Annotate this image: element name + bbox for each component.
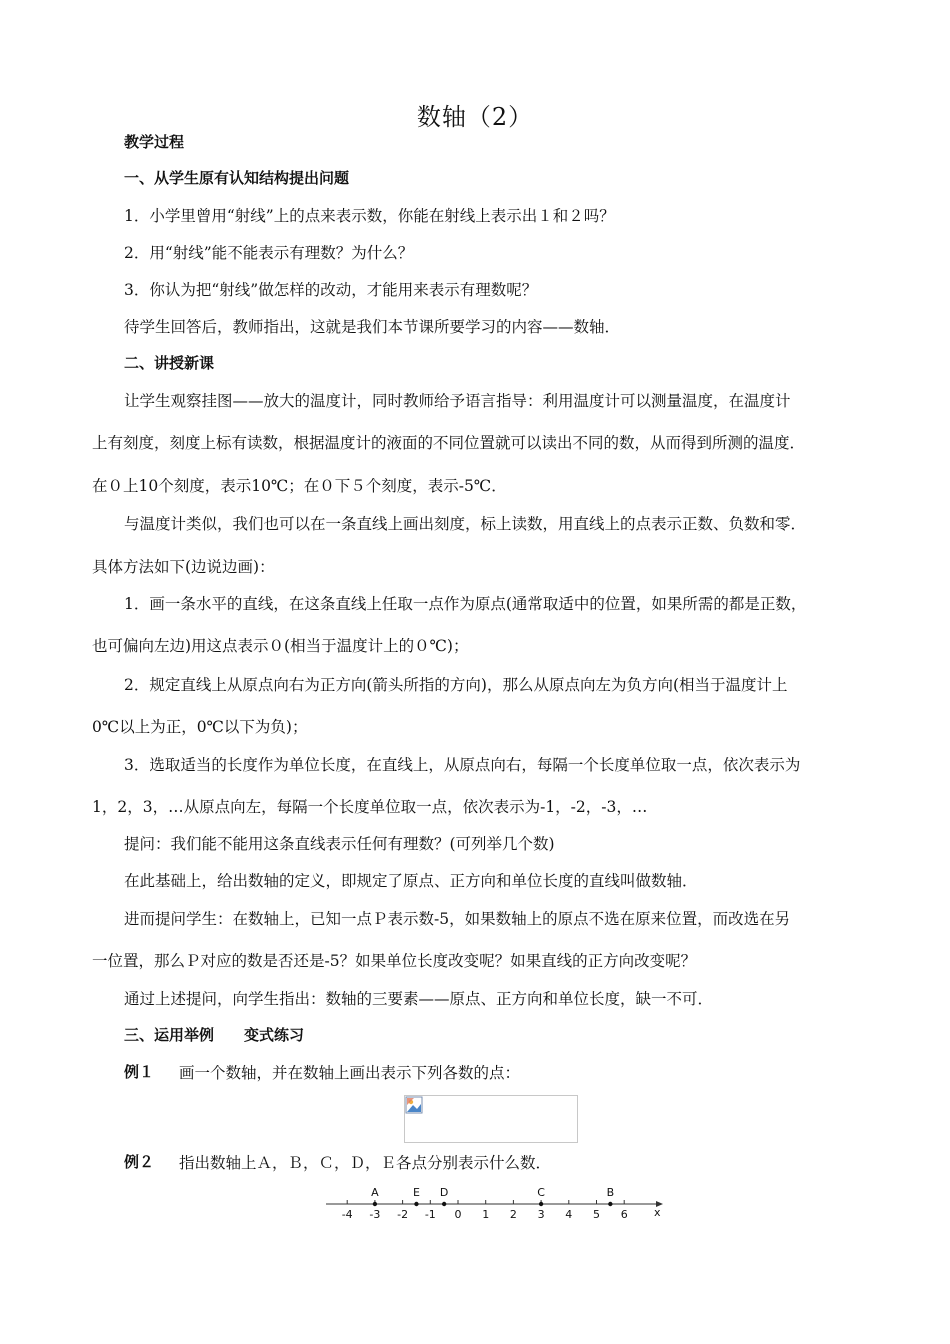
section1-question-2: 2．用“射线”能不能表示有理数？为什么？ xyxy=(124,244,414,262)
number-line-tick-label: 0 xyxy=(454,1208,462,1221)
section2-paragraph1-line3: 在０上10个刻度，表示10℃；在０下５个刻度，表示-5℃． xyxy=(92,477,507,495)
section2-ask: 提问：我们能不能用这条直线表示任何有理数？(可列举几个数) xyxy=(124,835,555,853)
number-line-point-d xyxy=(442,1202,446,1206)
number-line-tick-label: -1 xyxy=(424,1208,436,1221)
number-line-point-label: A xyxy=(371,1186,379,1199)
number-line-tick-label: 2 xyxy=(509,1208,517,1221)
section2-paragraph2-line2: 具体方法如下(边说边画)： xyxy=(92,558,275,576)
broken-image-icon xyxy=(405,1096,423,1114)
section2-step1-line2: 也可偏向左边)用这点表示０(相当于温度计上的０℃)； xyxy=(92,637,469,655)
section2-conclusion: 通过上述提问，向学生指出：数轴的三要素——原点、正方向和单位长度，缺一不可． xyxy=(124,990,714,1008)
section2-paragraph2-line1: 与温度计类似，我们也可以在一条直线上画出刻度，标上读数，用直线上的点表示正数、负数和零． xyxy=(124,515,807,533)
number-line-point-label: D xyxy=(439,1186,449,1199)
section2-step2-line1: 2．规定直线上从原点向右为正方向(箭头所指的方向)，那么从原点向左为负方向(相当于温度计上 xyxy=(124,676,788,694)
number-line-tick-label: 6 xyxy=(620,1208,628,1221)
heading-teaching-process: 教学过程 xyxy=(124,133,185,151)
number-line-diagram xyxy=(318,1180,668,1225)
number-line-point-label: C xyxy=(537,1186,545,1199)
section2-step3-line2: 1，2，3，…从原点向左，每隔一个长度单位取一点，依次表示为-1，-2，-3，… xyxy=(92,798,648,816)
example1-label: 例１ xyxy=(124,1063,155,1081)
section1-question-1: 1．小学里曾用“射线”上的点来表示数，你能在射线上表示出１和２吗？ xyxy=(124,207,615,225)
section2-step1-line1: 1．画一条水平的直线，在这条直线上任取一点作为原点(通常取适中的位置，如果所需的都是正数， xyxy=(124,595,807,613)
number-line-point-b xyxy=(608,1202,612,1206)
section2-question-line1: 进而提问学生：在数轴上，已知一点Ｐ表示数-5，如果数轴上的原点不选在原来位置，而改选在另 xyxy=(124,910,791,928)
section2-question-line2: 一位置，那么Ｐ对应的数是否还是-5？如果单位长度改变呢？如果直线的正方向改变呢？ xyxy=(92,952,697,970)
section1-question-3: 3．你认为把“射线”做怎样的改动，才能用来表示有理数呢？ xyxy=(124,281,538,299)
section2-paragraph1-line2: 上有刻度，刻度上标有读数，根据温度计的液面的不同位置就可以读出不同的数，从而得到所测的温度． xyxy=(92,434,806,452)
number-line-point-e xyxy=(414,1202,418,1206)
section1-heading: 一、从学生原有认知结构提出问题 xyxy=(124,169,350,187)
number-line-point-label: E xyxy=(412,1186,420,1199)
number-line-axis-label: x xyxy=(654,1206,661,1219)
number-line-point-c xyxy=(539,1202,543,1206)
section2-step2-line2: 0℃以上为正，0℃以下为负)； xyxy=(92,718,308,736)
example2-label: 例２ xyxy=(124,1153,155,1171)
section2-paragraph1-line1: 让学生观察挂图——放大的温度计，同时教师给予语言指导：利用温度计可以测量温度，在温度计 xyxy=(124,392,791,410)
page-title: 数轴（2） xyxy=(416,103,534,131)
number-line-point-a xyxy=(373,1202,377,1206)
example2-text: 指出数轴上Ａ，Ｂ，Ｃ，Ｄ，Ｅ各点分别表示什么数． xyxy=(179,1154,552,1172)
number-line-tick-label: -3 xyxy=(369,1208,381,1221)
number-line-tick-label: 5 xyxy=(593,1208,600,1221)
section2-definition: 在此基础上，给出数轴的定义，即规定了原点、正方向和单位长度的直线叫做数轴． xyxy=(124,872,698,890)
number-line-point-label: B xyxy=(606,1186,615,1199)
section2-step3-line1: 3．选取适当的长度作为单位长度，在直线上，从原点向右，每隔一个长度单位取一点，依次表示为 xyxy=(124,756,801,774)
number-line-tick-label: 1 xyxy=(482,1208,490,1221)
number-line-tick-label: 4 xyxy=(565,1208,573,1221)
number-line-tick-label: 3 xyxy=(537,1208,545,1221)
number-line-tick-label: -2 xyxy=(397,1208,409,1221)
number-line-tick-label: -4 xyxy=(341,1208,353,1221)
example1-text: 画一个数轴，并在数轴上画出表示下列各数的点： xyxy=(179,1064,521,1082)
section3-heading: 三、运用举例 变式练习 xyxy=(124,1026,305,1044)
section1-answer: 待学生回答后，教师指出，这就是我们本节课所要学习的内容——数轴． xyxy=(124,318,621,336)
broken-image-placeholder xyxy=(404,1095,578,1143)
section2-heading: 二、讲授新课 xyxy=(124,354,215,372)
